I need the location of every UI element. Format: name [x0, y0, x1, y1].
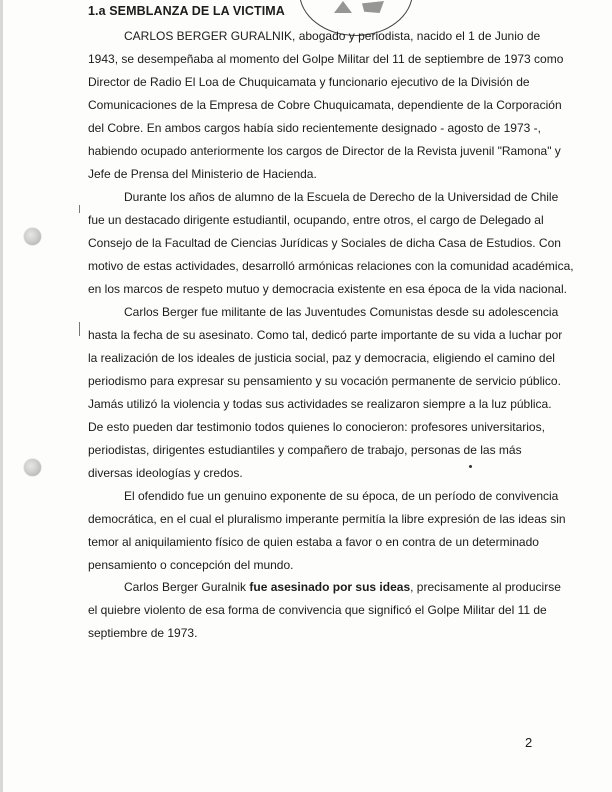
paragraph-4-line-3: temor al aniquilamiento físico de quien estaba a favor o en contra de un determinado — [88, 535, 539, 549]
scan-mark — [79, 205, 80, 213]
paragraph-2-line-4: motivo de estas actividades, desarrolló armónicas relaciones con la comunidad académica, — [88, 259, 574, 273]
paragraph-1-line-2: 1943, se desempeñaba al momento del Golpe Militar del 11 de septiembre de 1973 como — [88, 52, 564, 66]
punch-hole-upper — [24, 228, 41, 245]
paragraph-3-line-3: la realización de los ideales de justicia social, paz y democracia, eligiendo el camino del — [88, 351, 555, 365]
paragraph-2-line-5: en los marcos de respeto mutuo y democracia existente en esa época de la vida nacional. — [88, 282, 567, 296]
paragraph-1-line-1: CARLOS BERGER GURALNIK, abogado y periodista, nacido el 1 de Junio de — [124, 29, 541, 43]
paragraph-3-line-2: hasta la fecha de su asesinato. Como tal, dedicó parte importante de su vida a luchar por — [88, 328, 563, 342]
paragraph-3-line-4: periodismo para expresar su pensamiento y su vocación permanente de servicio público. — [88, 374, 561, 388]
punch-hole-lower — [24, 459, 41, 476]
paragraph-5-line-3: septiembre de 1973. — [88, 626, 198, 640]
paragraph-2-line-2: fue un destacado dirigente estudiantil, ocupando, entre otros, el cargo de Delegado al — [88, 213, 544, 227]
paragraph-3-line-8: diversas ideologías y credos. — [88, 466, 243, 480]
paragraph-3-line-6: De esto pueden dar testimonio todos quienes lo conocieron: profesores universitarios, — [88, 420, 545, 434]
paragraph-5-line-2: el quiebre violento de esa forma de convivencia que significó el Golpe Militar del 11 de — [88, 603, 547, 617]
paragraph-2-line-1: Durante los años de alumno de la Escuela de Derecho de la Universidad de Chile — [124, 190, 559, 204]
paragraph-4-line-4: pensamiento o concepción del mundo. — [88, 558, 294, 572]
paragraph-3-line-7: periodistas, dirigentes estudiantiles y compañero de trabajo, personas de las más — [88, 443, 522, 457]
scan-mark — [79, 322, 80, 336]
page-number: 2 — [525, 735, 533, 750]
paragraph-4-line-1: El ofendido fue un genuino exponente de su época, de un período de convivencia — [124, 489, 559, 503]
paragraph-5-line-1-end: , precisamente al producirse — [410, 580, 561, 594]
paragraph-1-line-4: Comunicaciones de la Empresa de Cobre Chuquicamata, dependiente de la Corporación — [88, 98, 562, 112]
paragraph-1-line-6: habiendo ocupado anteriormente los cargos de Director de la Revista juvenil "Ramona" y — [88, 144, 561, 158]
scan-speck — [469, 465, 472, 468]
paragraph-2-line-3: Consejo de la Facultad de Ciencias Jurídicas y Sociales de dicha Casa de Estudios. Con — [88, 236, 561, 250]
paragraph-4-line-2: democrática, en el cual el pluralismo imperante permitía la libre expresión de las ideas sin — [88, 512, 566, 526]
paragraph-1-line-7: Jefe de Prensa del Ministerio de Hacienda. — [88, 167, 317, 181]
stamp-figure-left — [334, 1, 352, 13]
paragraph-1-line-3: Director de Radio El Loa de Chuquicamata y funcionario ejecutivo de la División de — [88, 75, 530, 89]
paragraph-3-line-5: Jamás utilizó la violencia y todas sus actividades se realizaron siempre a la luz pública. — [88, 397, 552, 411]
stamp-figure-right — [362, 1, 384, 13]
scan-edge — [0, 0, 3, 792]
paragraph-5-emphasis: fue asesinado por sus ideas — [249, 580, 411, 594]
paragraph-3-line-1: Carlos Berger fue militante de las Juventudes Comunistas desde su adolescencia — [124, 305, 559, 319]
section-heading: 1.a SEMBLANZA DE LA VICTIMA — [88, 4, 285, 18]
paragraph-5-line-1-start: Carlos Berger Guralnik — [124, 580, 250, 594]
paragraph-1-line-5: del Cobre. En ambos cargos había sido recientemente designado - agosto de 1973 -, — [88, 121, 541, 135]
paragraph-5-line-1 — [124, 580, 561, 594]
